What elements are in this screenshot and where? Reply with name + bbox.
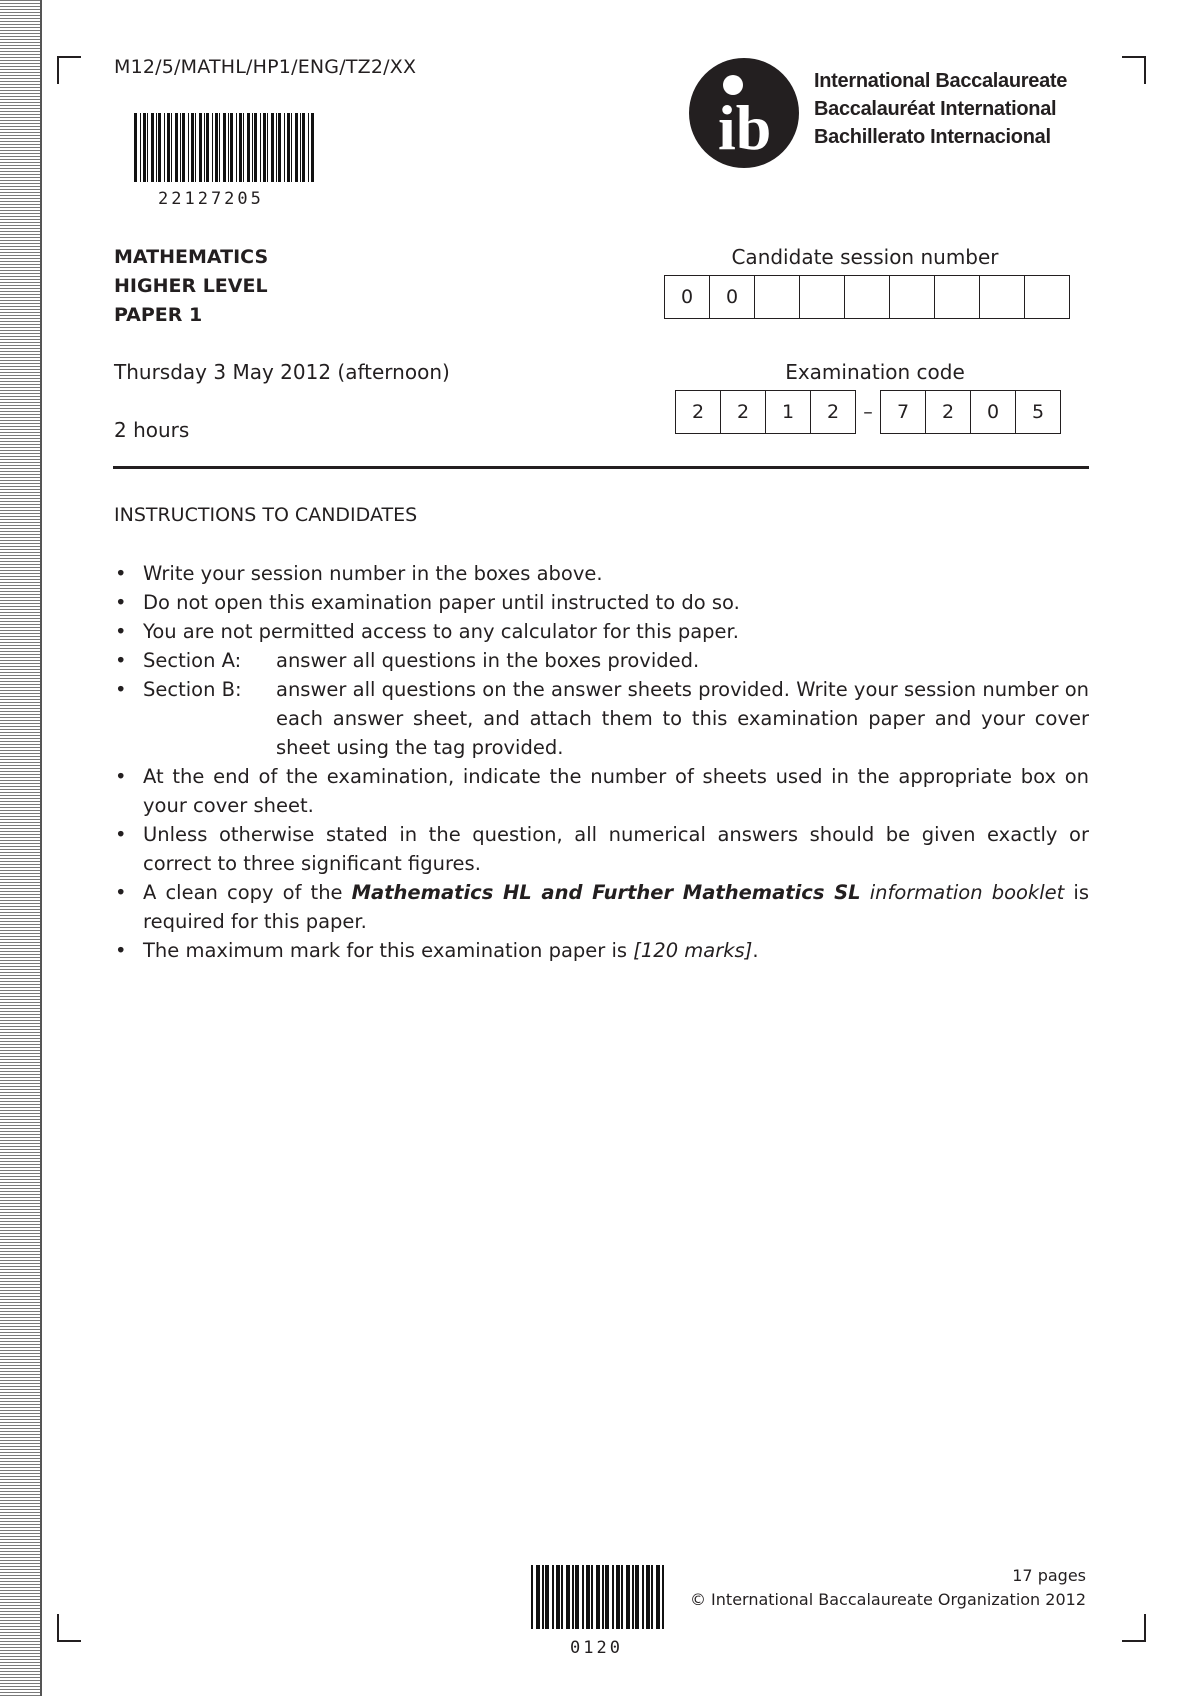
barcode-bar: [254, 113, 257, 182]
candidate-session-box: [755, 276, 800, 318]
page-count: 17 pages: [1012, 1566, 1086, 1585]
barcode-bar: [147, 113, 148, 182]
top-barcode: [134, 113, 318, 182]
exam-duration: 2 hours: [114, 418, 190, 442]
barcode-bar: [236, 113, 237, 182]
list-item: • Write your session number in the boxes above.: [115, 562, 603, 585]
exam-code-box: 2: [926, 391, 971, 433]
barcode-bar: [612, 1565, 614, 1629]
barcode-bar: [219, 113, 220, 182]
ib-logo-text: [814, 67, 1067, 151]
barcode-bar: [278, 113, 281, 182]
header-rule: [113, 466, 1089, 469]
ib-name-spanish: Bachillerato Internacional: [814, 126, 1051, 148]
exam-code-box: 2: [721, 391, 766, 433]
exam-code-second: [880, 390, 1061, 434]
barcode-bar: [230, 113, 233, 182]
barcode-bar: [284, 113, 285, 182]
barcode-bar: [252, 113, 253, 182]
barcode-bar: [632, 1565, 634, 1629]
exam-date: Thursday 3 May 2012 (afternoon): [114, 360, 450, 384]
barcode-bar: [151, 113, 154, 182]
barcode-bar: [276, 113, 277, 182]
barcode-bar: [531, 1565, 533, 1629]
barcode-bar: [143, 113, 146, 182]
barcode-bar: [542, 1565, 544, 1629]
crop-mark-top-right: [1122, 56, 1146, 84]
footer-barcode: [531, 1565, 667, 1629]
barcode-bar: [582, 1565, 584, 1629]
barcode-bar: [164, 113, 165, 182]
barcode-bar: [656, 1565, 660, 1629]
candidate-session-box: [800, 276, 845, 318]
barcode-bar: [596, 1565, 600, 1629]
list-item: • A clean copy of the Mathematics HL and Further Mathematics SL information booklet is required for this paper.: [115, 881, 1089, 933]
footer-barcode-number: 0120: [570, 1638, 623, 1658]
barcode-bar: [605, 1565, 609, 1629]
exam-code-box: 0: [971, 391, 1016, 433]
exam-code-dash: –: [863, 401, 873, 423]
barcode-bar: [260, 113, 261, 182]
barcode-bar: [302, 113, 305, 182]
ib-name-english: International Baccalaureate: [814, 70, 1068, 92]
ib-name-french: Baccalauréat International: [814, 98, 1057, 120]
barcode-bar: [239, 113, 242, 182]
exam-code-box: 2: [676, 391, 721, 433]
barcode-bar: [556, 1565, 560, 1629]
list-item: • Section A: answer all questions in the boxes provided.: [115, 649, 700, 672]
exam-code-label: Examination code: [785, 360, 965, 384]
candidate-session-box: [980, 276, 1025, 318]
barcode-bar: [175, 113, 178, 182]
candidate-session-box: 0: [710, 276, 755, 318]
crop-mark-bottom-right: [1122, 1614, 1146, 1642]
barcode-bar: [140, 113, 141, 182]
barcode-bar: [228, 113, 229, 182]
barcode-bar: [287, 113, 290, 182]
barcode-bar: [247, 113, 250, 182]
barcode-bar: [662, 1565, 664, 1629]
exam-code-first: [675, 390, 856, 434]
barcode-bar: [635, 1565, 639, 1629]
barcode-bar: [545, 1565, 549, 1629]
barcode-bar: [263, 113, 266, 182]
barcode-bar: [572, 1565, 574, 1629]
candidate-session-box: 0: [665, 276, 710, 318]
list-item: • Unless otherwise stated in the question, all numerical answers should be given exactly or correct to three significant figures.: [115, 823, 1089, 875]
exam-code-boxes: [675, 390, 1061, 434]
barcode-bar: [158, 113, 161, 182]
barcode-bar: [171, 113, 172, 182]
list-item: • At the end of the examination, indicate the number of sheets used in the appropriate box on your cover sheet.: [115, 765, 1089, 817]
crop-mark-bottom-left: [57, 1614, 81, 1642]
instructions-list: [113, 559, 1089, 965]
barcode-bar: [271, 113, 274, 182]
ib-logo-letters: ib: [718, 92, 772, 163]
barcode-bar: [223, 113, 226, 182]
candidate-session-boxes: [664, 275, 1070, 319]
instructions-heading: INSTRUCTIONS TO CANDIDATES: [114, 504, 418, 526]
barcode-bar: [552, 1565, 554, 1629]
barcode-bar: [167, 113, 170, 182]
exam-code-box: 7: [881, 391, 926, 433]
barcode-bar: [575, 1565, 579, 1629]
barcode-bar: [199, 113, 202, 182]
ib-logo-mark: [688, 57, 800, 169]
list-item: • Do not open this examination paper until instructed to do so.: [115, 591, 740, 614]
list-item: • You are not permitted access to any calculator for this paper.: [115, 620, 739, 643]
candidate-session-box: [1025, 276, 1069, 318]
barcode-bar: [616, 1565, 620, 1629]
barcode-bar: [602, 1565, 604, 1629]
barcode-bar: [311, 113, 314, 182]
subject-level: HIGHER LEVEL: [114, 275, 268, 297]
subject-block: [114, 243, 268, 330]
exam-code-box: 2: [826, 401, 840, 423]
barcode-bar: [566, 1565, 570, 1629]
barcode-bar: [300, 113, 301, 182]
barcode-bar: [243, 113, 244, 182]
barcode-bar: [651, 1565, 653, 1629]
barcode-bar: [308, 113, 309, 182]
candidate-session-label: Candidate session number: [731, 245, 999, 269]
page-edge-strip: [0, 0, 42, 1696]
barcode-bar: [212, 113, 213, 182]
ib-logo: [688, 57, 800, 169]
exam-code-box: 1: [766, 391, 811, 433]
barcode-bar: [646, 1565, 650, 1629]
barcode-bar: [204, 113, 205, 182]
crop-mark-top-left: [57, 56, 81, 84]
barcode-bar: [267, 113, 268, 182]
copyright: © International Baccalaureate Organization 2012: [689, 1590, 1086, 1609]
barcode-bar: [291, 113, 292, 182]
candidate-session-box: [935, 276, 980, 318]
barcode-bar: [536, 1565, 540, 1629]
subject-title: MATHEMATICS: [114, 246, 269, 268]
barcode-bar: [206, 113, 209, 182]
top-barcode-number: 22127205: [158, 189, 264, 209]
barcode-bar: [626, 1565, 630, 1629]
barcode-bar: [191, 113, 194, 182]
barcode-bar: [621, 1565, 623, 1629]
list-item: • The maximum mark for this examination paper is [120 marks].: [115, 939, 759, 962]
barcode-bar: [586, 1565, 590, 1629]
candidate-session-box: [890, 276, 935, 318]
barcode-bar: [195, 113, 196, 182]
candidate-session-box: [845, 276, 890, 318]
barcode-bar: [642, 1565, 644, 1629]
barcode-bar: [182, 113, 185, 182]
barcode-bar: [591, 1565, 593, 1629]
paper-code: M12/5/MATHL/HP1/ENG/TZ2/XX: [114, 56, 417, 78]
barcode-bar: [215, 113, 218, 182]
barcode-bar: [188, 113, 189, 182]
barcode-bar: [561, 1565, 563, 1629]
exam-code-box: 5: [1031, 401, 1045, 423]
barcode-bar: [180, 113, 181, 182]
barcode-bar: [295, 113, 298, 182]
list-item: • Section B: answer all questions on the answer sheets provided. Write your session number on each answer sheet, and attach them to this examination paper and your cover sheet using the tag provided.: [115, 678, 1089, 759]
barcode-bar: [134, 113, 137, 182]
subject-paper: PAPER 1: [114, 304, 203, 326]
barcode-bar: [156, 113, 157, 182]
